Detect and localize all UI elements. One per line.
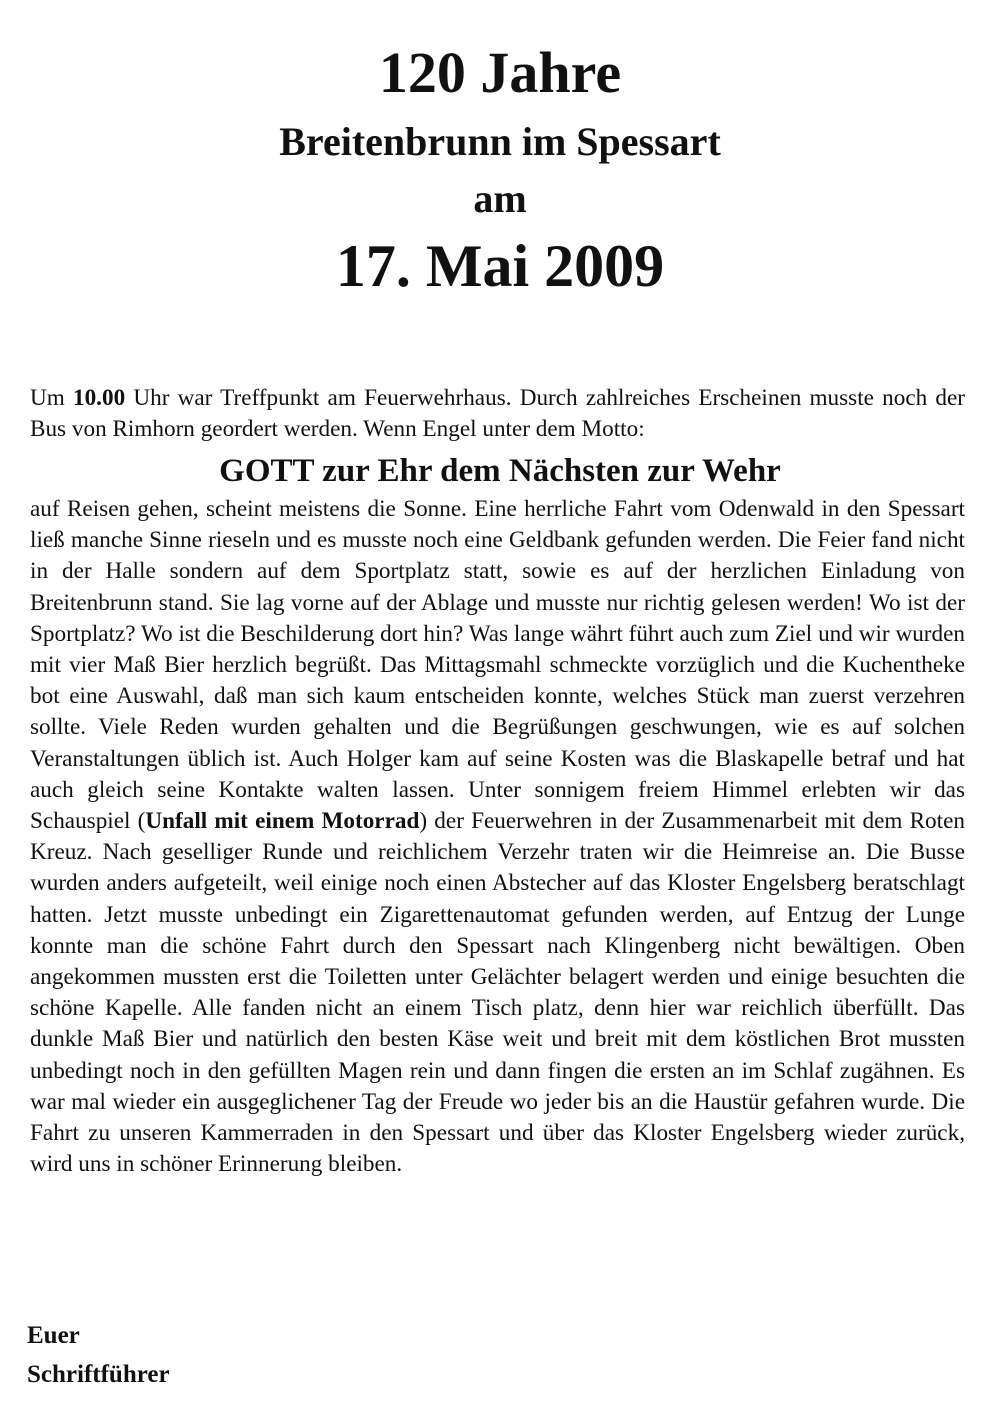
signature-line1: Euer	[27, 1322, 80, 1349]
main-text-end: ) der Feuerwehren in der Zusammenarbeit mit dem Roten Kreuz. Nach geselliger Runde und reichlichem Verzehr traten wir die Heimreise an. Die Busse wurden anders aufgeteilt, weil einige noch einen Abstecher auf das Kloster Engelsberg beratschlagt hatten. Jetzt musste unbedingt ein Zigarettenautomat gefunden werden, auf Entzug der Lunge konnte man die schöne Fahrt durch den Spessart nach Klingenberg nicht bewältigen. Oben angekommen mussten erst die Toiletten unter Gelächter belagert werden und einige besuchten die schöne Kapelle. Alle fanden nicht an einem Tisch platz, denn hier war reichlich überfüllt. Das dunkle Maß Bier und natürlich den besten Käse weit und breit mit dem köstlichen Brot mussten unbedingt noch in den gefüllten Magen rein und dann fingen die ersten an im Schlaf zugähnen. Es war mal wieder ein ausgeglichener Tag der Freude wo jeder bis an die Haustür gefahren wurde. Die Fahrt zu unseren Kammerraden in den Spessart und über das Kloster Engelsberg wieder zurück, wird uns in schöner Erinnerung bleiben.	[30, 808, 965, 1178]
intro-time: 10.00	[72, 385, 126, 411]
title-place: Breitenbrunn im Spessart	[279, 119, 721, 164]
intro-paragraph	[30, 383, 965, 445]
intro-text-start: Um	[30, 385, 73, 411]
title-years: 120 Jahre	[378, 40, 622, 105]
intro-text-end: Uhr war Treffpunkt am Feuerwehrhaus. Durch zahlreiches Erscheinen musste noch der Bus von Rimhorn geordert werden. Wenn Engel unter dem Motto:	[30, 385, 966, 443]
signature-line2: Schriftführer	[27, 1361, 170, 1388]
main-highlight: Unfall mit einem Motorrad	[145, 808, 420, 835]
title-date: 17. Mai 2009	[335, 233, 665, 299]
main-text-start: auf Reisen gehen, scheint meistens die Sonne. Eine herrliche Fahrt vom Odenwald in den Spessart ließ manche Sinne rieseln und es musste noch eine Geldbank gefunden werden. Die Feier fand nicht in der Halle sondern auf dem Sportplatz statt, sowie es auf der herzlichen Einladung von Breitenbrunn stand. Sie lag vorne auf der Ablage und musste nur richtig gelesen werden! Wo ist der Sportplatz? Wo ist die Beschilderung dort hin? Was lange währt führt auch zum Ziel und wir wurden mit vier Maß Bier herzlich begrüßt. Das Mittagsmahl schmeckte vorzüglich und die Kuchentheke bot eine Auswahl, daß man sich kaum entscheiden konnte, welches Stück man zuerst verzehren sollte. Viele Reden wurden gehalten und die Begrüßungen geschwungen, wie es auf solchen Veranstaltungen üblich ist. Auch Holger kam auf seine Kosten was die Blaskapelle betraf und hat auch gleich seine Kontakte walten lassen. Unter sonnigem freiem Himmel erlebten wir das Schauspiel (	[30, 496, 965, 835]
main-paragraph	[30, 494, 965, 1180]
motto-heading: GOTT zur Ehr dem Nächsten zur Wehr	[219, 453, 781, 489]
title-am: am	[473, 176, 527, 221]
